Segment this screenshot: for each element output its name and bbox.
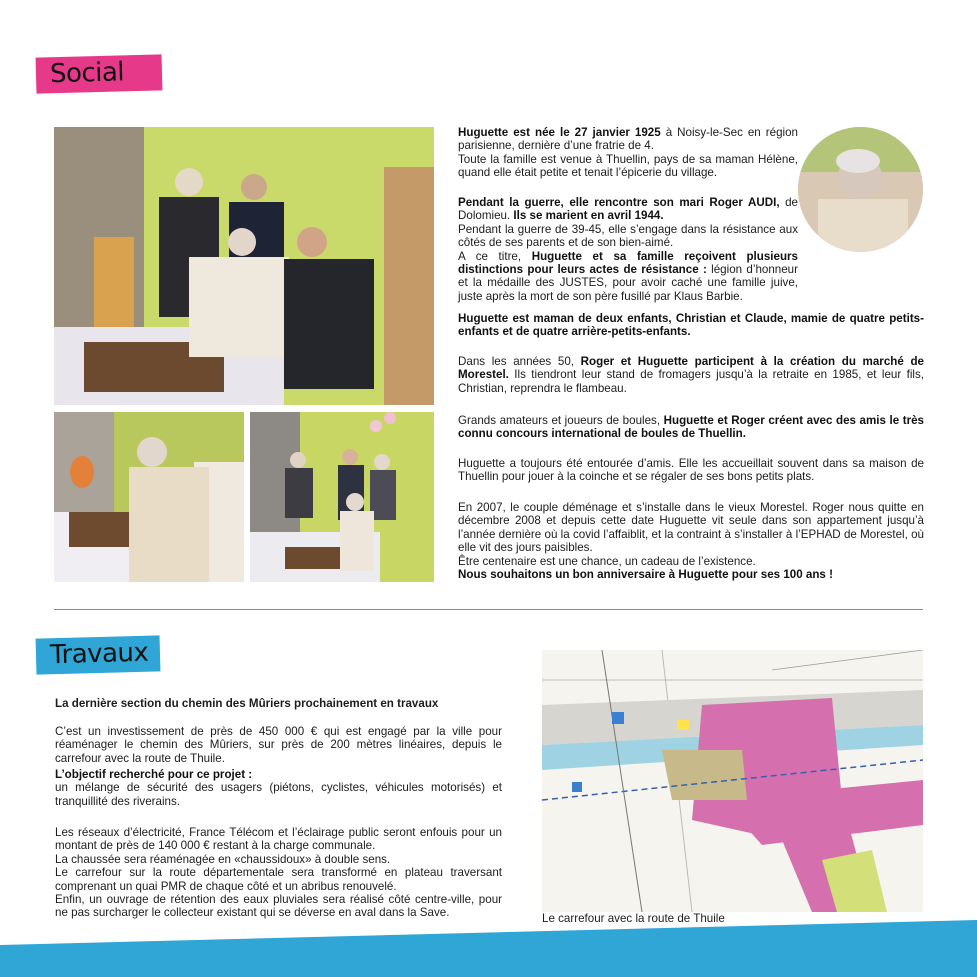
family-photo-main <box>54 127 434 405</box>
travaux-paragraph-objective: L’objectif recherché pour ce projet : un mélange de sécurité des usagers (piétons, cyclistes, véhicules motorisés) et tranquillité des riverains. <box>55 768 502 808</box>
crossroad-plan-map <box>542 650 923 912</box>
social-paragraph-2007: En 2007, le couple déménage et s’installe dans le vieux Morestel. Roger nous quitte en décembre 2008 et depuis cette date Huguette vit seule dans son appartement jusqu’à l’année dernière où la covid l’affaiblit, et la contraint à s’installer à l’EPHAD de Morestel, où elle vit des jours paisibles. Être centenaire est une chance, un cadeau de l’existence. Nous souhaitons un bon anniversaire à Huguette pour ses 100 ans ! <box>458 501 924 582</box>
section-heading-social: Social <box>36 54 163 93</box>
birthday-cake-photo <box>54 412 244 582</box>
social-paragraph-children: Huguette est maman de deux enfants, Christian et Claude, mamie de quatre petits-enfants et de quatre arrière-petits-enfants. <box>458 312 924 339</box>
section-divider <box>54 609 923 610</box>
social-paragraph-birth: Huguette est née le 27 janvier 1925 à Noisy-le-Sec en région parisienne, dernière d’une fratrie de 4. Toute la famille est venue à Thuellin, pays de sa maman Hélène, quand elle était petite et tenait l’épicerie du village. <box>458 126 798 180</box>
group-photo <box>250 412 434 582</box>
social-paragraph-boules: Grands amateurs et joueurs de boules, Huguette et Roger créent avec des amis le très connu concours international de boules de Thuellin. <box>458 414 924 441</box>
portrait-huguette <box>798 127 923 252</box>
section-heading-travaux: Travaux <box>36 635 161 674</box>
bottom-wave-band <box>0 915 977 977</box>
travaux-title: La dernière section du chemin des Mûriers prochainement en travaux <box>55 697 439 710</box>
social-paragraph-market: Dans les années 50, Roger et Huguette participent à la création du marché de Morestel. Ils tiendront leur stand de fromagers jusqu’à la retraite en 1985, et leur fils, Christian, reprendra le flambeau. <box>458 355 924 395</box>
social-paragraph-war: Pendant la guerre, elle rencontre son mari Roger AUDI, de Dolomieu. Ils se marient en avril 1944. Pendant la guerre de 39-45, elle s’engage dans la résistance aux côtés de ses parents et de son bien-aimé. A ce titre, Huguette et sa famille reçoivent plusieurs distinctions pour leurs actes de résistance : légion d’honneur et la médaille des JUSTES, pour avoir caché une famille juive, juste après la mort de son père fusillé par Klaus Barbie. <box>458 196 798 303</box>
travaux-paragraph-investment: C’est un investissement de près de 450 000 € qui est engagé par la ville pour réaménager le chemin des Mûriers, sur près de 200 mètres linéaires, depuis le carrefour avec la route de Thuile. <box>55 725 502 765</box>
map-caption: Le carrefour avec la route de Thuile <box>542 912 725 925</box>
social-paragraph-friends: Huguette a toujours été entourée d’amis. Elle les accueillait souvent dans sa maison de Thuellin pour jouer à la coinche et se régaler de ses bons petits plats. <box>458 457 924 484</box>
travaux-paragraph-networks: Les réseaux d’électricité, France Télécom et l’éclairage public seront enfouis pour un montant de près de 140 000 € restant à la charge communale. La chaussée sera réaménagée en «chaussidoux» à double sens. Le carrefour sur la route départementale sera transformé en plateau traversant comprenant un quai PMR de chaque côté et un abribus renouvelé. Enfin, un ouvrage de rétention des eaux pluviales sera réalisé côté centre-ville, pour ne pas surcharger le collecteur existant qui se déverse en aval dans la Save. <box>55 826 502 920</box>
